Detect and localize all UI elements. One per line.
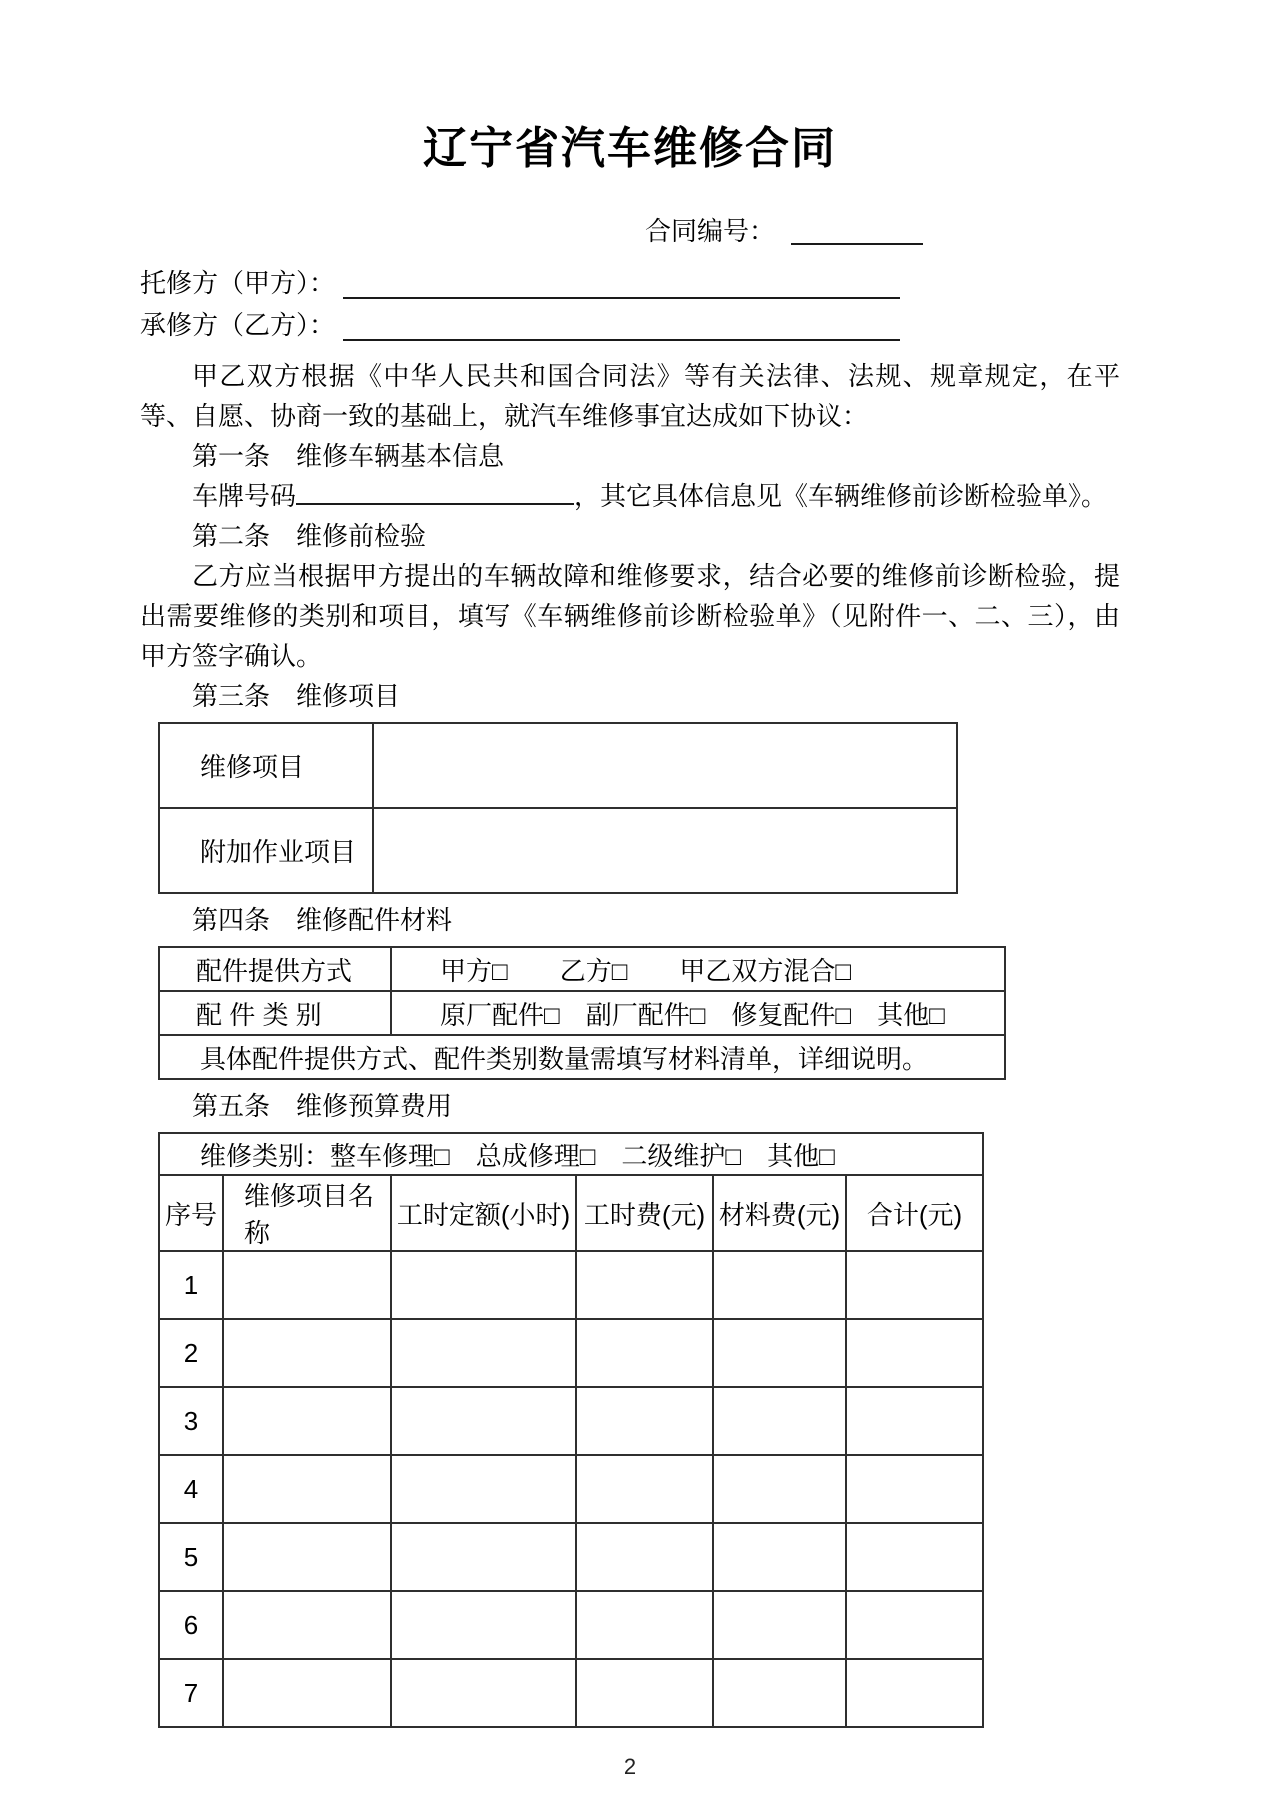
row-number-cell: 2	[159, 1319, 223, 1387]
budget-cell[interactable]	[391, 1523, 576, 1591]
clause3-heading: 第三条 维修项目	[192, 681, 401, 711]
budget-cell[interactable]	[391, 1251, 576, 1319]
budget-cell[interactable]	[576, 1523, 713, 1591]
budget-cell[interactable]	[846, 1591, 983, 1659]
repair-items-table	[158, 722, 958, 894]
clause4-heading: 第四条 维修配件材料	[192, 905, 453, 935]
party-b-row	[140, 304, 900, 346]
table-row	[159, 1387, 983, 1455]
parts-category-options[interactable]: 原厂配件□ 副厂配件□ 修复配件□ 其他□	[391, 991, 1005, 1035]
contract-number-row	[140, 206, 1120, 248]
budget-cell[interactable]	[391, 1659, 576, 1727]
table-row	[159, 1251, 983, 1319]
additional-work-value-cell[interactable]	[373, 808, 957, 893]
table-row	[159, 1035, 1005, 1079]
budget-cell[interactable]	[223, 1319, 391, 1387]
table-row	[159, 1133, 983, 1175]
budget-cell[interactable]	[223, 1455, 391, 1523]
row-number-cell: 3	[159, 1387, 223, 1455]
budget-cell[interactable]	[576, 1659, 713, 1727]
party-b-blank[interactable]	[343, 339, 900, 341]
row-number-cell: 7	[159, 1659, 223, 1727]
budget-cell[interactable]	[713, 1387, 846, 1455]
repair-item-value-cell[interactable]	[373, 723, 957, 808]
budget-cell[interactable]	[846, 1319, 983, 1387]
table-row	[159, 947, 1005, 991]
contract-number-label: 合同编号：	[645, 216, 776, 246]
row-number-cell: 5	[159, 1523, 223, 1591]
clause2-heading: 第二条 维修前检验	[192, 521, 427, 551]
budget-cell[interactable]	[391, 1319, 576, 1387]
row-number-cell: 4	[159, 1455, 223, 1523]
parts-supply-label: 配件提供方式	[159, 947, 391, 991]
table-row	[159, 1523, 983, 1591]
col-header-total: 合计(元)	[846, 1175, 983, 1251]
budget-cell[interactable]	[846, 1659, 983, 1727]
intro-paragraph: 甲乙双方根据《中华人民共和国合同法》等有关法律、法规、规章规定，在平等、自愿、协商一致的基础上，就汽车维修事宜达成如下协议：	[140, 361, 1120, 431]
table-row	[159, 1455, 983, 1523]
budget-cell[interactable]	[391, 1455, 576, 1523]
row-number-cell: 1	[159, 1251, 223, 1319]
budget-cell[interactable]	[223, 1659, 391, 1727]
budget-cell[interactable]	[846, 1455, 983, 1523]
budget-cell[interactable]	[713, 1455, 846, 1523]
repair-item-label: 维修项目	[159, 723, 373, 808]
budget-cell[interactable]	[576, 1455, 713, 1523]
table-row	[159, 1659, 983, 1727]
plate-number-suffix: ，其它具体信息见《车辆维修前诊断检验单》。	[574, 481, 1108, 511]
budget-cell[interactable]	[391, 1591, 576, 1659]
clause2-body: 乙方应当根据甲方提出的车辆故障和维修要求，结合必要的维修前诊断检验，提出需要维修的类别和项目，填写《车辆维修前诊断检验单》（见附件一、二、三），由甲方签字确认。	[140, 561, 1120, 671]
clause1-heading: 第一条 维修车辆基本信息	[192, 441, 505, 471]
page-number: 2	[623, 1754, 637, 1779]
budget-cell[interactable]	[713, 1591, 846, 1659]
party-b-label: 承修方（乙方）：	[140, 310, 336, 340]
budget-cell[interactable]	[576, 1387, 713, 1455]
parts-supply-options[interactable]: 甲方□ 乙方□ 甲乙双方混合□	[391, 947, 1005, 991]
plate-number-blank[interactable]	[296, 479, 574, 505]
parts-table	[158, 946, 1006, 1080]
parts-note: 具体配件提供方式、配件类别数量需填写材料清单，详细说明。	[159, 1035, 1005, 1079]
table-row	[159, 1319, 983, 1387]
party-a-label: 托修方（甲方）：	[140, 268, 336, 298]
budget-cell[interactable]	[576, 1591, 713, 1659]
budget-cell[interactable]	[846, 1251, 983, 1319]
party-a-row	[140, 262, 900, 304]
budget-cell[interactable]	[576, 1319, 713, 1387]
repair-category-options[interactable]: 维修类别：整车修理□ 总成修理□ 二级维护□ 其他□	[159, 1133, 983, 1175]
col-header-labor-quota: 工时定额(小时)	[391, 1175, 576, 1251]
budget-cell[interactable]	[223, 1591, 391, 1659]
budget-cell[interactable]	[713, 1251, 846, 1319]
table-header-row	[159, 1175, 983, 1251]
table-row	[159, 723, 957, 808]
table-row	[159, 991, 1005, 1035]
page-title: 辽宁省汽车维修合同	[423, 124, 837, 173]
party-section	[140, 262, 1120, 346]
col-header-index: 序号	[159, 1175, 223, 1251]
budget-cell[interactable]	[576, 1251, 713, 1319]
budget-cell[interactable]	[223, 1523, 391, 1591]
additional-work-label: 附加作业项目	[159, 808, 373, 893]
budget-cell[interactable]	[713, 1319, 846, 1387]
budget-table	[158, 1132, 984, 1728]
parts-category-label: 配 件 类 别	[159, 991, 391, 1035]
plate-number-label: 车牌号码	[192, 481, 297, 511]
budget-cell[interactable]	[713, 1659, 846, 1727]
party-a-blank[interactable]	[343, 297, 900, 299]
col-header-item-name: 维修项目名称	[223, 1175, 391, 1251]
budget-cell[interactable]	[846, 1523, 983, 1591]
budget-cell[interactable]	[713, 1523, 846, 1591]
budget-cell[interactable]	[223, 1251, 391, 1319]
row-number-cell: 6	[159, 1591, 223, 1659]
budget-cell[interactable]	[391, 1387, 576, 1455]
table-row	[159, 1591, 983, 1659]
clause5-heading: 第五条 维修预算费用	[192, 1091, 453, 1121]
col-header-labor-fee: 工时费(元)	[576, 1175, 713, 1251]
budget-cell[interactable]	[846, 1387, 983, 1455]
contract-number-blank[interactable]	[791, 243, 923, 245]
plate-number-row	[140, 476, 1120, 516]
budget-cell[interactable]	[223, 1387, 391, 1455]
col-header-material-fee: 材料费(元)	[713, 1175, 846, 1251]
table-row	[159, 808, 957, 893]
